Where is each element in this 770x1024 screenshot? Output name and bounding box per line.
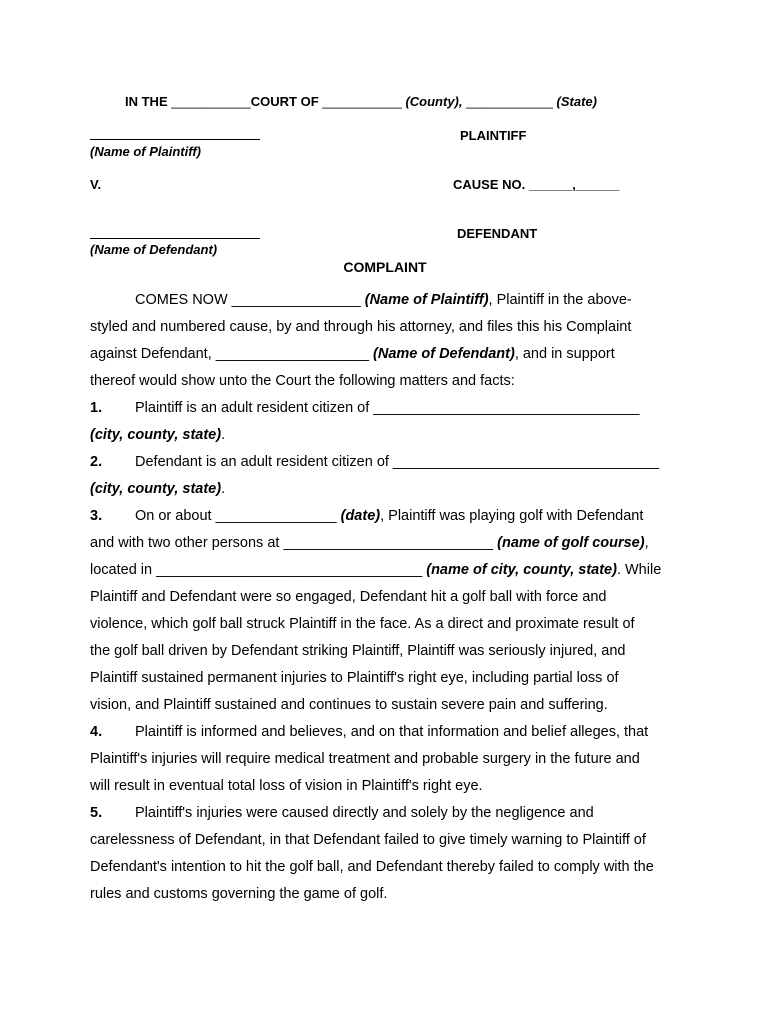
name-of-plaintiff-label: (Name of Plaintiff)	[90, 144, 201, 159]
paragraph-4-line-1	[90, 719, 690, 746]
plaintiff-label: PLAINTIFF	[460, 128, 527, 143]
paragraph-text: , Plaintiff was playing golf with Defendant	[380, 508, 644, 524]
paragraph-number: 4.	[90, 724, 103, 740]
defendant-label: DEFENDANT	[457, 226, 538, 241]
paragraph-number: 3.	[90, 508, 103, 524]
cause-number-label: CAUSE NO. ______,______	[453, 177, 620, 192]
header-county: (County),	[405, 94, 463, 109]
header-blank-court: ___________	[171, 94, 251, 109]
paragraph-text: .	[221, 427, 226, 443]
court-header	[125, 94, 597, 109]
paragraph-text: Plaintiff is informed and believes, and on that information and belief alleges, that	[135, 724, 649, 740]
intro-text: , Plaintiff in the above-	[488, 292, 632, 308]
intro-line-4: thereof would show unto the Court the following matters and facts:	[90, 373, 515, 389]
paragraph-text: Plaintiff's injuries were caused directly and solely by the negligence and	[135, 805, 594, 821]
intro-line-2: styled and numbered cause, by and through his attorney, and files this his Complaint	[90, 319, 632, 335]
header-blank-state: ____________	[466, 94, 553, 109]
complaint-title: COMPLAINT	[343, 259, 427, 275]
paragraph-text: located in _________________________________	[90, 562, 427, 578]
paragraph-4-line-3: will result in eventual total loss of vision in Plaintiff's right eye.	[90, 778, 483, 794]
header-blank-county: ___________	[322, 94, 402, 109]
paragraph-number: 5.	[90, 805, 103, 821]
paragraph-text: . While	[616, 562, 662, 578]
paragraph-number: 1.	[90, 400, 103, 416]
paragraph-text: Defendant is an adult resident citizen of _________________________________	[135, 454, 660, 470]
paragraph-4-line-2: Plaintiff's injuries will require medical treatment and probable surgery in the future and	[90, 751, 640, 767]
paragraph-2-line-1	[90, 449, 690, 476]
golf-course-placeholder: (name of golf course)	[497, 535, 645, 551]
header-in-the: IN THE	[125, 94, 168, 109]
paragraph-3-line-8: vision, and Plaintiff sustained and continues to sustain severe pain and suffering.	[90, 697, 608, 713]
paragraph-3-line-2	[90, 530, 690, 557]
paragraph-text: On or about _______________	[135, 508, 341, 524]
intro-text: against Defendant, ___________________	[90, 346, 374, 362]
paragraph-5-line-3: Defendant's intention to hit the golf ball, and Defendant thereby failed to comply with the	[90, 859, 654, 875]
intro-text: , and in support	[514, 346, 615, 362]
paragraph-1-line-1	[90, 395, 690, 422]
header-court-of: COURT OF	[250, 94, 319, 109]
paragraph-text: and with two other persons at __________________________	[90, 535, 498, 551]
intro-defendant-placeholder: (Name of Defendant)	[373, 346, 515, 362]
paragraph-5-line-2: carelessness of Defendant, in that Defendant failed to give timely warning to Plaintiff of	[90, 832, 646, 848]
defendant-name-line	[90, 238, 260, 239]
paragraph-3-line-7: Plaintiff sustained permanent injuries to Plaintiff's right eye, including partial loss of	[90, 670, 619, 686]
paragraph-number: 2.	[90, 454, 103, 470]
paragraph-5-line-1	[90, 800, 690, 827]
header-state: (State)	[556, 94, 597, 109]
intro-line-1	[90, 287, 690, 314]
paragraph-2-line-2	[90, 476, 690, 503]
versus-label: V.	[90, 177, 102, 192]
paragraph-text: ,	[644, 535, 649, 551]
city-county-state-placeholder: (name of city, county, state)	[426, 562, 617, 578]
city-county-state-placeholder: (city, county, state)	[90, 427, 222, 443]
paragraph-3-line-6: the golf ball driven by Defendant striking Plaintiff, Plaintiff was seriously injured, and	[90, 643, 626, 659]
paragraph-3-line-1	[90, 503, 690, 530]
paragraph-3-line-3	[90, 557, 690, 584]
plaintiff-name-line	[90, 139, 260, 140]
paragraph-5-line-4: rules and customs governing the game of golf.	[90, 886, 388, 902]
name-of-defendant-label: (Name of Defendant)	[90, 242, 218, 257]
city-county-state-placeholder: (city, county, state)	[90, 481, 222, 497]
paragraph-3-line-5: violence, which golf ball struck Plaintiff in the face. As a direct and proximate result of	[90, 616, 635, 632]
paragraph-text: .	[221, 481, 226, 497]
paragraph-3-line-4: Plaintiff and Defendant were so engaged, Defendant hit a golf ball with force and	[90, 589, 607, 605]
paragraph-text: Plaintiff is an adult resident citizen of _________________________________	[135, 400, 640, 416]
date-placeholder: (date)	[340, 508, 381, 524]
intro-plaintiff-placeholder: (Name of Plaintiff)	[364, 292, 489, 308]
intro-line-3	[90, 341, 690, 368]
complaint-body	[90, 287, 690, 908]
intro-text: COMES NOW ________________	[135, 292, 365, 308]
paragraph-1-line-2	[90, 422, 690, 449]
